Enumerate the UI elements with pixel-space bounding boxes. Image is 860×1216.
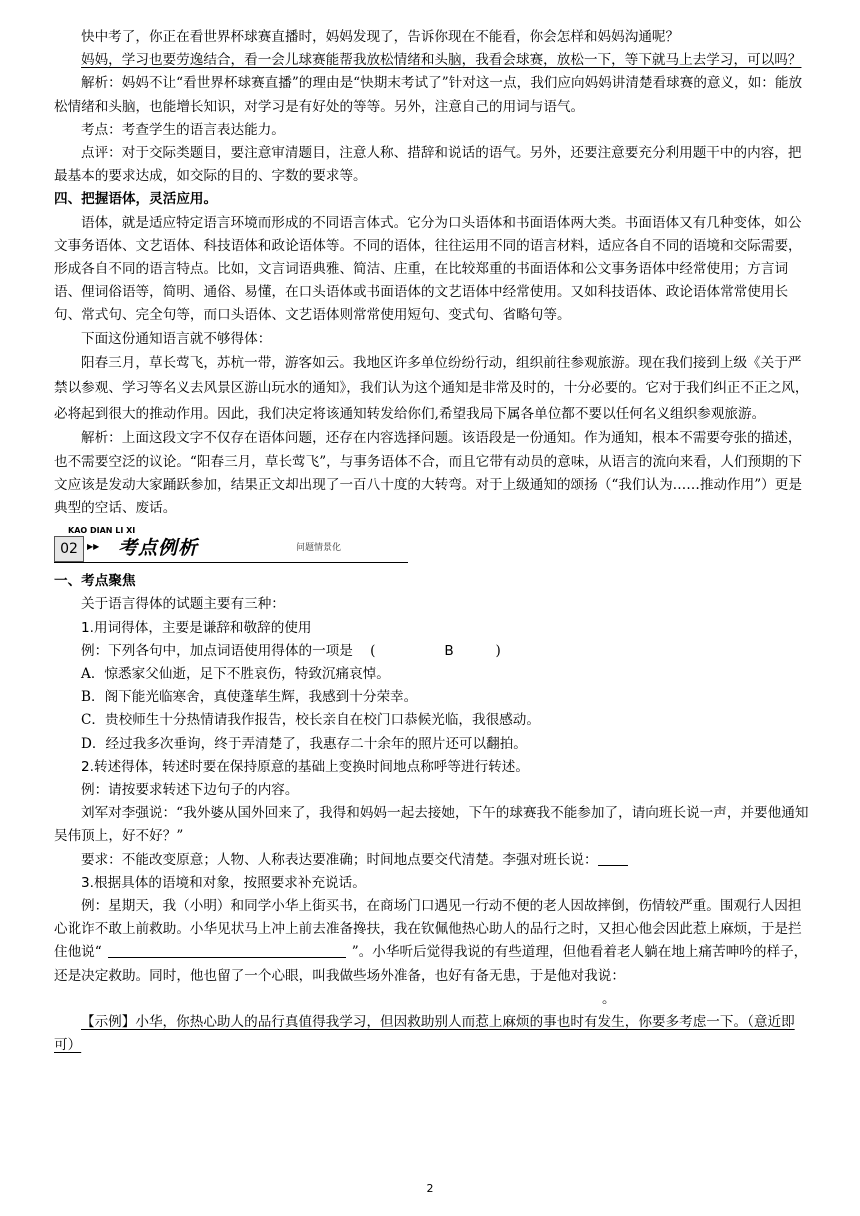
example3-part1: 例：星期天，我（小明）和同学小华上街买书，在商场门口遇见一行动不便的老人因故摔倒，伤情较严重。围观行人因担心讹诈不敢上前救助。小华见状马上冲上前去准备搀扶，我在钦佩他热心助人的品行之时，又担心他会因此惹上麻烦，于是拦住他说“ (54, 898, 802, 961)
banner-number: 02 (54, 536, 84, 562)
banner-pinyin: KAO DIAN LI XI (68, 526, 136, 536)
page-number: 2 (426, 1182, 434, 1195)
banner-arrow-icon: ▶▶ (87, 542, 100, 552)
example3-part2: ”。小华听后觉得我说的有些道理，但他看着老人躺在地上痛苦呻吟的样子，还是决定救助。同时，他也留了一个心眼，叫我做些场外准备，也好有备无患，于是他对我说： (54, 944, 808, 984)
example3-end: 。 (602, 990, 616, 1007)
option-c: C．贵校师生十分热情请我作报告，校长亲自在校门口恭候光临，我很感动。 (81, 712, 540, 729)
focus-intro: 关于语言得体的试题主要有三种： (81, 596, 285, 613)
sample-answer: 【示例】小华，你热心助人的品行真值得我学习，但因救助别人而惹上麻烦的事也时有发生，你要多考虑一下。（意近即可） (54, 1014, 795, 1054)
example1-answer: B (444, 642, 454, 659)
example2: 例：请按要求转述下边句子的内容。 (81, 781, 299, 798)
option-a: A．惊悉家父仙逝，足下不胜哀伤，特致沉痛哀悼。 (81, 665, 390, 682)
intro-comment: 点评：对于交际类题目，要注意审清题目，注意人称、措辞和说话的语气。另外，还要注意要充分利用题干中的内容，把最基本的要求达成，如交际的目的、字数的要求等。 (54, 145, 802, 185)
option-b: B．阁下能光临寒舍，真使蓬荜生辉，我感到十分荣幸。 (81, 689, 418, 706)
intro-answer: 妈妈，学习也要劳逸结合，看一会儿球赛能帮我放松情绪和头脑，我看会球赛，放松一下，等下就马上去学习，可以吗？ (81, 52, 802, 69)
intro-question: 快中考了，你正在看世界杯球赛直播时，妈妈发现了，告诉你现在不能看，你会怎样和妈妈沟通呢？ (81, 29, 680, 45)
banner-title: 考点例析 (118, 537, 199, 560)
option-d: D．经过我多次垂询，终于弄清楚了，我惠存二十余年的照片还可以翻拍。 (81, 735, 527, 752)
section4-heading: 四、把握语体，灵活应用。 (54, 191, 218, 208)
example1-open-paren: ( (370, 642, 376, 659)
example2-quote: 刘军对李强说：“我外婆从国外回来了，我得和妈妈一起去接她，下午的球赛我不能参加了，请向班长说一声，并要他通知吴伟顶上，好不好？” (54, 805, 809, 845)
answer-blank-long[interactable] (108, 943, 346, 958)
focus-item2: 2.转述得体，转述时要在保持原意的基础上变换时间地点称呼等进行转述。 (81, 758, 529, 775)
intro-point: 考点：考查学生的语言表达能力。 (81, 121, 285, 138)
focus-heading: 一、考点聚焦 (54, 573, 136, 590)
intro-analysis: 解析：妈妈不让“看世界杯球赛直播”的理由是“快期末考试了”针对这一点，我们应向妈妈讲清楚看球赛的意义，如：能放松情绪和头脑，也能增长知识，对学习是有好处的等等。另外，注意自己的用词与语气。 (54, 75, 803, 115)
example2-req-text: 要求：不能改变原意；人物、人称表达要准确；时间地点要交代清楚。李强对班长说： (81, 851, 598, 868)
banner-divider (54, 562, 408, 563)
section4-para2: 下面这份通知语言就不够得体： (81, 330, 272, 347)
focus-item1: 1.用词得体，主要是谦辞和敬辞的使用 (81, 619, 312, 636)
example2-requirement (54, 849, 810, 872)
focus-item3: 3.根据具体的语境和对象，按照要求补充说话。 (81, 874, 366, 891)
example1-stem: 例：下列各句中，加点词语使用得体的一项是 (81, 642, 353, 659)
section4-para1: 语体，就是适应特定语言环境而形成的不同语言体式。它分为口头语体和书面语体两大类。书面语体又有几种变体，如公文事务语体、文艺语体、科技语体和政论语体等。不同的语体，往往运用不同的语言材料，适应各自不同的语境和交际需要，形成各自不同的语言特点。比如，文言词语典雅、简洁、庄重，在比较郑重的书面语体和公文事务语体中经常使用；方言词语、俚词俗语等，简明、通俗、易懂，在口头语体或书面语体的文艺语体中经常使用。又如科技语体、政论语体常常使用长句、常式句、完全句等，而口头语体、文艺语体则常常使用短句、变式句、省略句等。 (54, 214, 802, 324)
answer-blank[interactable] (598, 851, 628, 866)
example3 (54, 895, 810, 1011)
banner-subtitle: 问题情景化 (296, 543, 342, 554)
section4-analysis: 解析：上面这段文字不仅存在语体问题，还存在内容选择问题。该语段是一份通知。作为通知，根本不需要夸张的描述，也不需要空泛的议论。“阳春三月，草长莺飞”，与事务语体不合，而且它带有动员的意味，从语言的流向来看，人们预期的下文应该是发动大家踊跃参加，结果正文却出现了一百八十度的大转弯。对于上级通知的颂扬（“我们认为……推动作用”）更是典型的空话、废话。 (54, 430, 802, 516)
document-page (54, 26, 810, 1057)
section4-notice: 阳春三月，草长莺飞，苏杭一带，游客如云。我地区许多单位纷纷行动，组织前往参观旅游。现在我们接到上级《关于严禁以参观、学习等名义去风景区游山玩水的通知》，我们认为这个通知是非常及时的，十分必要的。它对于我们纠正不正之风，必将起到很大的推动作用。因此，我们决定将该通知转发给你们,希望我局下属各单位都不要以任何名义组织参观旅游。 (54, 354, 809, 422)
example1-close-paren: ) (495, 642, 501, 659)
example1 (54, 640, 810, 663)
section-banner (54, 526, 810, 566)
